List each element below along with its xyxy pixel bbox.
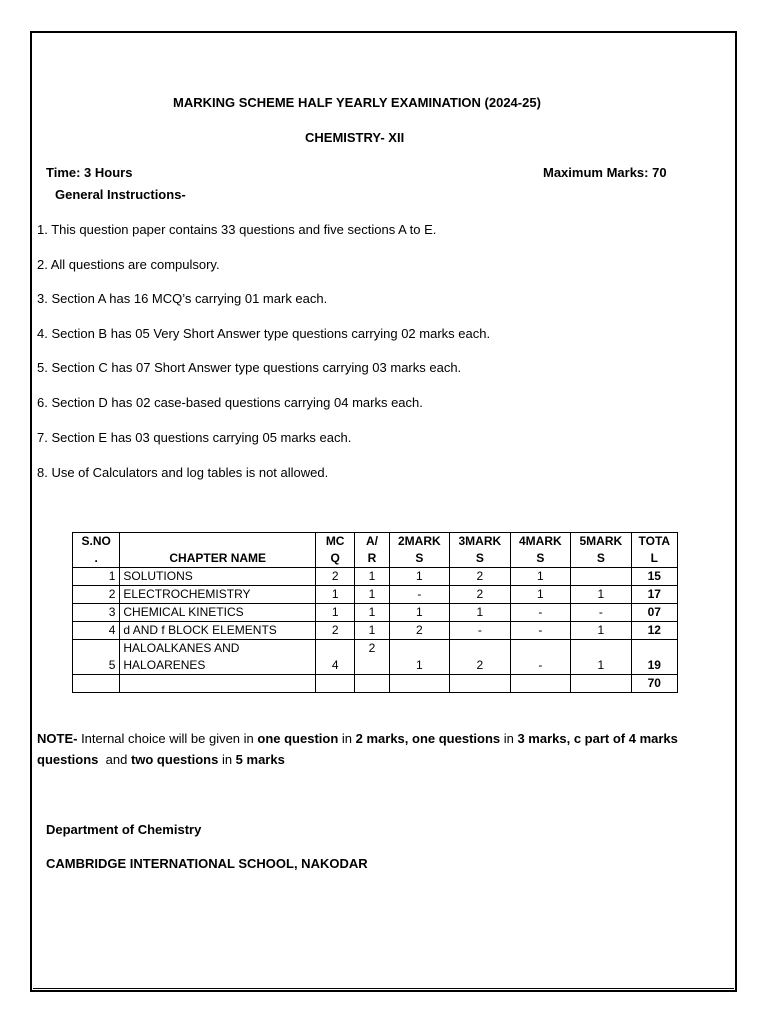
cell-total: 12 (631, 622, 677, 640)
cell-mcq: 2 (316, 568, 355, 586)
cell-chapter: SOLUTIONS (120, 568, 316, 586)
cell-sno: 3 (73, 604, 120, 622)
cell-total: 07 (631, 604, 677, 622)
cell-4marks: - (510, 640, 571, 675)
table-row (73, 640, 678, 675)
table-total-row (73, 675, 678, 693)
cell-sno: 2 (73, 586, 120, 604)
col-header-2marks: 2MARK S (389, 533, 450, 568)
cell-chapter: ELECTROCHEMISTRY (120, 586, 316, 604)
cell-mcq: 2 (316, 622, 355, 640)
marks-distribution-table (72, 532, 678, 693)
cell-5marks: 1 (571, 622, 632, 640)
cell-2marks: 1 (389, 604, 450, 622)
table-row (73, 622, 678, 640)
time-label: Time: 3 Hours (46, 165, 133, 180)
instruction-item: 1. This question paper contains 33 questions and five sections A to E. (37, 222, 437, 237)
cell-ar: 1 (355, 586, 389, 604)
cell-ar: 1 (355, 622, 389, 640)
cell-total: 19 (631, 640, 677, 675)
cell-5marks (571, 568, 632, 586)
table-row (73, 568, 678, 586)
cell-3marks: 2 (450, 640, 511, 675)
cell-5marks: 1 (571, 586, 632, 604)
document-title: MARKING SCHEME HALF YEARLY EXAMINATION (2024-25) (173, 95, 541, 110)
cell-sno: 1 (73, 568, 120, 586)
cell-4marks: 1 (510, 586, 571, 604)
cell-total: 15 (631, 568, 677, 586)
cell-3marks: 1 (450, 604, 511, 622)
col-header-sno: S.NO . (73, 533, 120, 568)
instruction-item: 8. Use of Calculators and log tables is not allowed. (37, 465, 329, 480)
cell-sno: 4 (73, 622, 120, 640)
cell-5marks: - (571, 604, 632, 622)
cell-4marks: - (510, 622, 571, 640)
instruction-item: 5. Section C has 07 Short Answer type questions carrying 03 marks each. (37, 360, 462, 375)
instruction-item: 4. Section B has 05 Very Short Answer type questions carrying 02 marks each. (37, 326, 491, 341)
cell-total: 17 (631, 586, 677, 604)
instruction-item: 2. All questions are compulsory. (37, 257, 220, 272)
cell-5marks: 1 (571, 640, 632, 675)
cell-2marks: 1 (389, 640, 450, 675)
instructions-heading: General Instructions- (55, 187, 186, 202)
school-name: CAMBRIDGE INTERNATIONAL SCHOOL, NAKODAR (46, 856, 368, 871)
cell-3marks: 2 (450, 568, 511, 586)
instruction-item: 6. Section D has 02 case-based questions carrying 04 marks each. (37, 395, 423, 410)
grand-total: 70 (631, 675, 677, 693)
department-label: Department of Chemistry (46, 822, 202, 837)
col-header-chapter: CHAPTER NAME (120, 533, 316, 568)
cell-mcq: 1 (316, 604, 355, 622)
col-header-3marks: 3MARK S (450, 533, 511, 568)
cell-sno: 5 (73, 640, 120, 675)
cell-2marks: 2 (389, 622, 450, 640)
cell-mcq: 1 (316, 586, 355, 604)
subject-title: CHEMISTRY- XII (305, 130, 405, 145)
note-line-1: NOTE- Internal choice will be given in one question in 2 marks, one questions in 3 marks, c part of 4 marks (37, 731, 678, 746)
instruction-item: 3. Section A has 16 MCQ’s carrying 01 mark each. (37, 291, 328, 306)
cell-ar: 1 (355, 568, 389, 586)
table-row (73, 604, 678, 622)
cell-chapter: CHEMICAL KINETICS (120, 604, 316, 622)
cell-mcq: 4 (316, 640, 355, 675)
col-header-5marks: 5MARK S (571, 533, 632, 568)
col-header-total: TOTA L (631, 533, 677, 568)
table-row (73, 586, 678, 604)
note-line-2: questions and two questions in 5 marks (37, 752, 285, 767)
cell-2marks: - (389, 586, 450, 604)
cell-chapter: HALOALKANES AND HALOARENES (120, 640, 316, 675)
table-header-row (73, 533, 678, 568)
max-marks-label: Maximum Marks: 70 (543, 165, 667, 180)
cell-3marks: - (450, 622, 511, 640)
cell-ar: 1 (355, 604, 389, 622)
col-header-mcq: MC Q (316, 533, 355, 568)
cell-3marks: 2 (450, 586, 511, 604)
col-header-ar: A/ R (355, 533, 389, 568)
col-header-4marks: 4MARK S (510, 533, 571, 568)
instruction-item: 7. Section E has 03 questions carrying 05 marks each. (37, 430, 352, 445)
cell-4marks: 1 (510, 568, 571, 586)
cell-4marks: - (510, 604, 571, 622)
cell-chapter: d AND f BLOCK ELEMENTS (120, 622, 316, 640)
cell-2marks: 1 (389, 568, 450, 586)
cell-ar: 2 (355, 640, 389, 675)
